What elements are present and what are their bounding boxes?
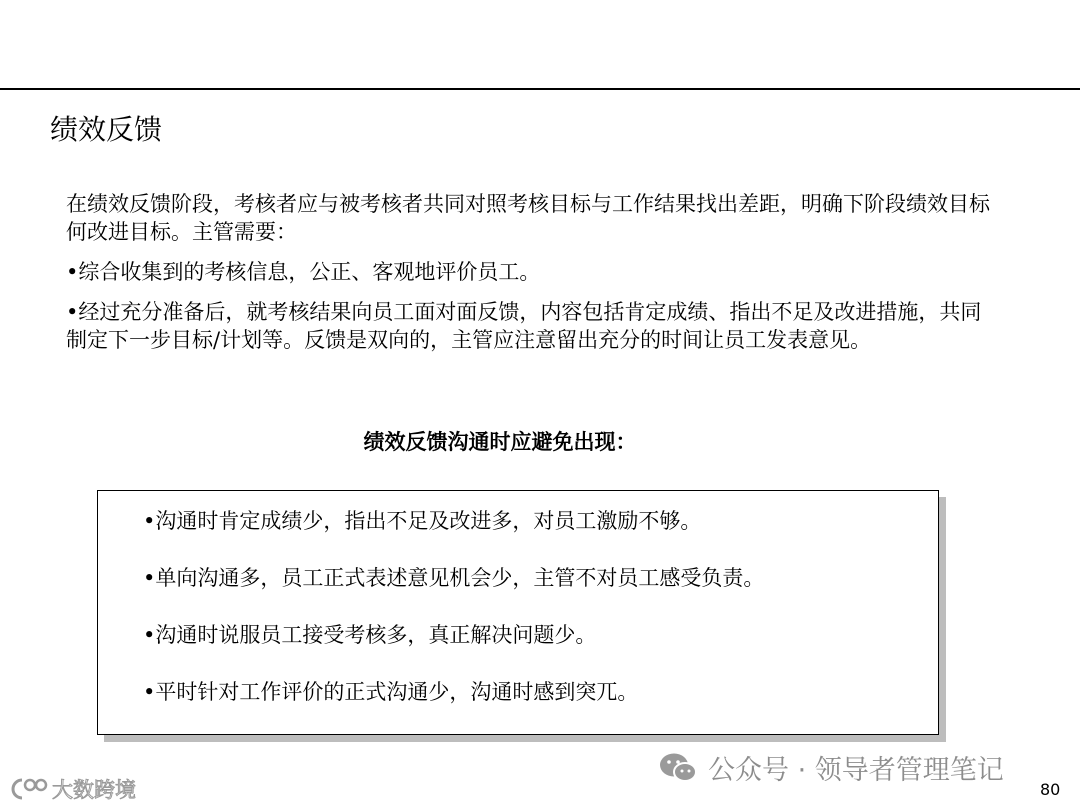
watermark-text: 公众号 · 领导者管理笔记 xyxy=(708,755,1004,786)
avoid-item: •单向沟通多，员工正式表述意见机会少，主管不对员工感受负责。 xyxy=(143,566,765,590)
wechat-icon xyxy=(658,750,698,786)
intro-text xyxy=(66,190,996,366)
page-title: 绩效反馈 xyxy=(50,113,163,146)
header-rule xyxy=(0,88,1080,90)
wechat-watermark xyxy=(658,748,1004,787)
avoid-heading: 绩效反馈沟通时应避免出现： xyxy=(363,429,637,454)
intro-paragraph: 在绩效反馈阶段，考核者应与被考核者共同对照考核目标与工作结果找出差距，明确下阶段绩效目标何改进目标。主管需要： xyxy=(66,192,990,244)
brand-watermark xyxy=(10,774,136,804)
brand-text: 大数跨境 xyxy=(52,778,136,802)
intro-bullet-feedback: •经过充分准备后，就考核结果向员工面对面反馈，内容包括肯定成绩、指出不足及改进措施，共同制定下一步目标/计划等。反馈是双向的，主管应注意留出充分的时间让员工发表意见。 xyxy=(66,300,982,352)
brand-logo-icon xyxy=(10,776,48,802)
page-number: 80 xyxy=(1040,780,1061,799)
avoid-item: •平时针对工作评价的正式沟通少，沟通时感到突兀。 xyxy=(143,680,639,704)
avoid-box xyxy=(97,490,939,735)
avoid-item: •沟通时说服员工接受考核多，真正解决问题少。 xyxy=(143,623,597,647)
avoid-item: •沟通时肯定成绩少，指出不足及改进多，对员工激励不够。 xyxy=(143,509,702,533)
intro-bullet-evaluate: •综合收集到的考核信息，公正、客观地评价员工。 xyxy=(66,260,541,284)
